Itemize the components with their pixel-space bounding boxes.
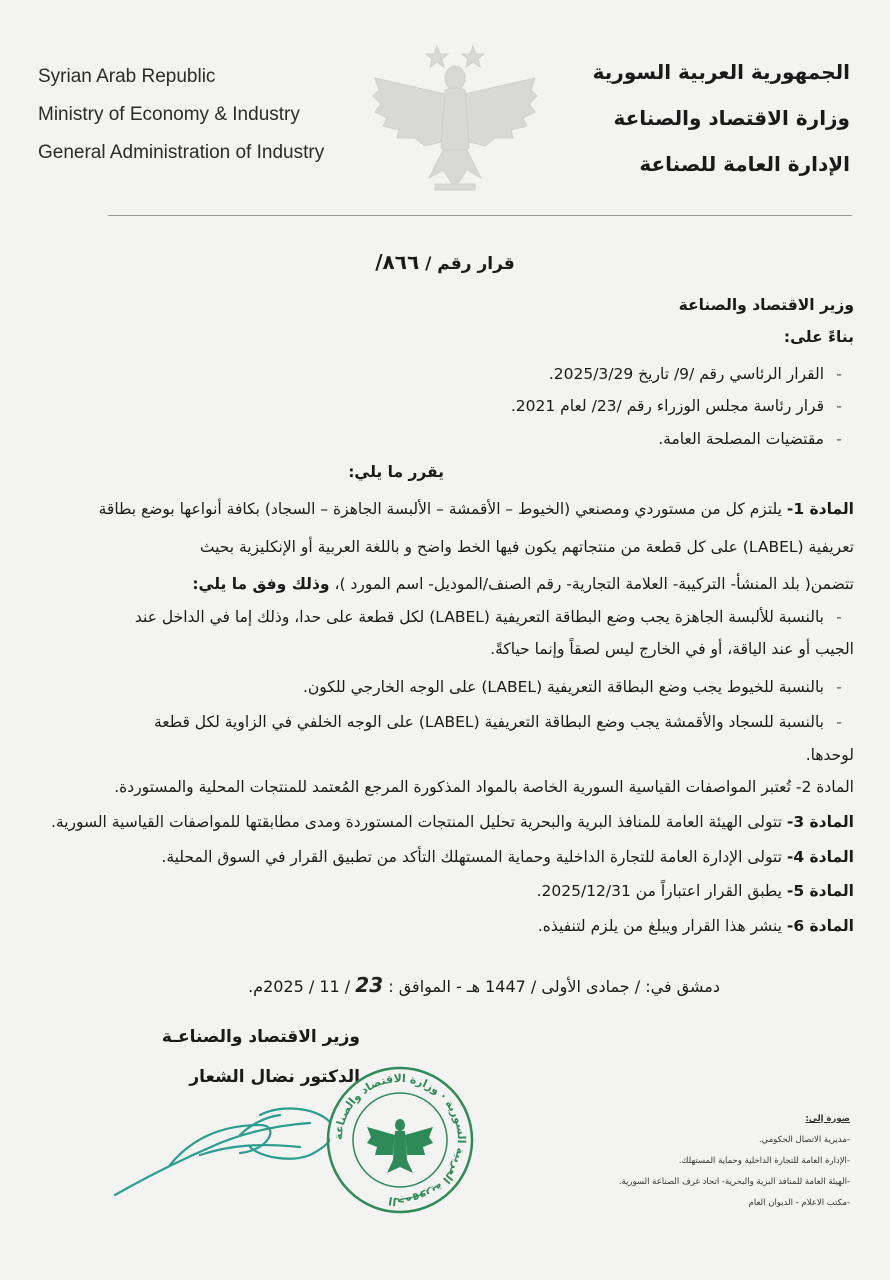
cc-item: -مكتب الاعلام - الديوان العام [748,1198,850,1208]
en-header-line-3: General Administration of Industry [38,142,325,163]
decree-label: قرار رقم / [425,254,515,274]
decides-heading: يقرر ما يلي: [348,463,444,481]
article-3: المادة 3- تتولى الهيئة العامة للمنافذ البرية والبحرية تحليل المنتجات المستوردة ومدى مطابقتها للمواصفات القياسية السورية. [50,813,854,831]
ar-header-line-2: وزارة الاقتصاد والصناعة [613,106,850,130]
signatory-title: وزير الاقتصاد والصناعـة [161,1027,360,1047]
based-on-item: -القرار الرئاسي رقم /9/ تاريخ 2025/3/29. [548,365,842,383]
article-1-bullet-cont: الجيب أو عند الياقة، أو في الخارج ليس لصقاً وإنما حياكةً. [490,640,854,658]
article-1-bullet-cont: لوحدها. [805,746,854,764]
date-suffix: / 11 / 2025م. [248,977,351,996]
cc-item: -الهيئة العامة للمنافذ البرية والبحرية- اتحاد غرف الصناعة السورية. [618,1177,850,1187]
date-day-handwritten: 23 [355,973,384,997]
ar-header-line-3: الإدارة العامة للصناعة [639,152,850,176]
cc-item: -مديرية الاتصال الحكومي. [758,1135,850,1145]
article-2: المادة 2- تُعتبر المواصفات القياسية السورية الخاصة بالمواد المذكورة المرجع المُعتمد للمنتجات المحلية والمستوردة. [114,778,854,796]
article-1-line: تتضمن( بلد المنشأ- التركيبة- العلامة التجارية- رقم الصنف/الموديل- اسم المورد )، وذلك وفق ما يلي: [192,575,854,593]
cc-title: صورة إلى: [805,1114,850,1124]
en-header-line-2: Ministry of Economy & Industry [38,104,300,125]
copies-to [540,1110,850,1215]
signatory-name: الدكتور نضال الشعار [189,1067,360,1087]
decree-number-value: ٨٦٦/ [375,250,420,274]
stamp-eagle-icon [367,1119,433,1173]
article-1-bullet: -بالنسبة للألبسة الجاهزة يجب وضع البطاقة التعريفية (LABEL) لكل قطعة على حدا، وذلك إما في الداخل عند [134,608,842,626]
based-on-label: بناءً على: [783,328,854,346]
handwritten-signature [110,1095,330,1205]
article-5: المادة 5- يطبق القرار اعتباراً من 2025/12/31. [536,882,854,900]
article-6: المادة 6- ينشر هذا القرار ويبلغ من يلزم لتنفيذه. [537,917,854,935]
minister-title: وزير الاقتصاد والصناعة [678,296,854,314]
date-prefix: دمشق في: / جمادى الأولى / 1447 هـ - الموافق : [388,977,720,996]
cc-item: -الإدارة العامة للتجارة الداخلية وحماية المستهلك. [678,1156,850,1166]
based-on-item: -مقتضيات المصلحة العامة. [658,430,842,448]
article-1: المادة 1- يلتزم كل من مستوردي ومصنعي (الخيوط – الأقمشة – الألبسة الجاهزة – السجاد) بكافة أنواعها بوضع بطاقة [98,500,854,518]
based-on-item: -قرار رئاسة مجلس الوزراء رقم /23/ لعام 2021. [510,397,842,415]
article-1-line: تعريفية (LABEL) على كل قطعة من منتجاتهم يكون فيها الخط واضح و باللغة العربية أو الإنكليزية بحيث [199,538,854,556]
date-line [248,973,720,997]
article-1-bullet: -بالنسبة للسجاد والأقمشة يجب وضع البطاقة التعريفية (LABEL) على الوجه الخلفي في الزاوية لكل قطعة [153,713,842,731]
article-1-bullet: -بالنسبة للخيوط يجب وضع البطاقة التعريفية (LABEL) على الوجه الخارجي للكون. [302,678,842,696]
en-header-line-1: Syrian Arab Republic [38,66,216,87]
ministry-stamp [325,1065,475,1215]
ar-header-line-1: الجمهورية العربية السورية [592,60,850,84]
article-4: المادة 4- تتولى الإدارة العامة للتجارة الداخلية وحماية المستهلك التأكد من تطبيق القرار في السوق المحلية. [161,848,854,866]
stamp-ring-text: الجمهورية العربية السورية · وزارة الاقتصاد والصناعة [331,1071,469,1209]
